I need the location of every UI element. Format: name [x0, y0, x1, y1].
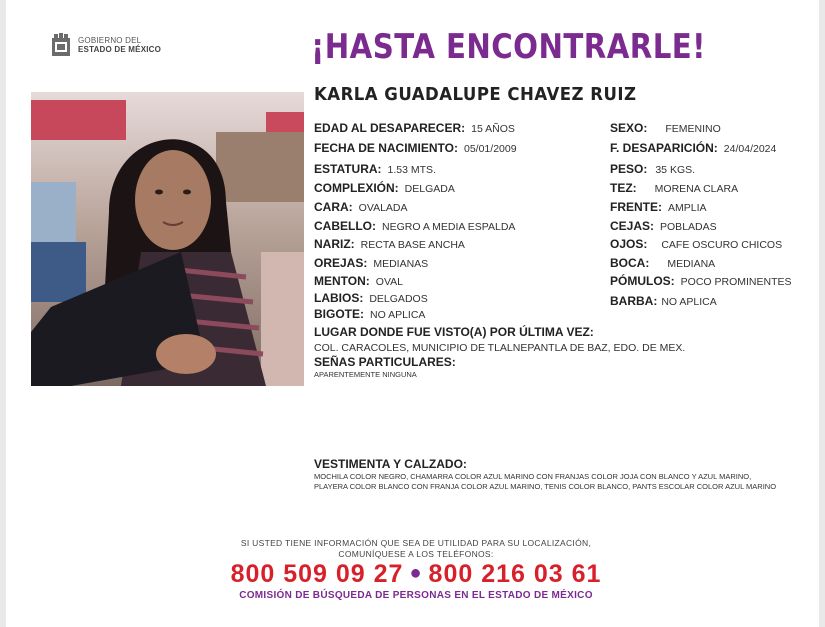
field-orejas [314, 256, 428, 271]
field-value: 24/04/2024 [723, 143, 777, 155]
field-cejas [610, 219, 717, 234]
field-value: DELGADOS [369, 293, 428, 305]
field-value: RECTA BASE ANCHA [360, 239, 465, 251]
clothing-label: VESTIMENTA Y CALZADO: [314, 457, 467, 471]
field-value: OVALADA [358, 202, 408, 214]
field-ojos [610, 237, 782, 252]
field-complexion [314, 181, 455, 196]
headline: ¡HASTA ENCONTRARLE! [311, 27, 706, 67]
field-edad [314, 121, 515, 136]
field-label: CARA: [314, 200, 353, 214]
field-value: DELGADA [404, 183, 455, 195]
marks-label: SEÑAS PARTICULARES: [314, 355, 456, 369]
field-label: SEXO: [610, 121, 648, 135]
field-label: OJOS: [610, 237, 648, 251]
phone-numbers [156, 560, 676, 589]
logo-line-1: GOBIERNO DEL [78, 36, 142, 45]
field-value: NO APLICA [370, 309, 426, 321]
field-label: TEZ: [610, 181, 637, 195]
field-label: ESTATURA: [314, 162, 382, 176]
field-estatura [314, 162, 436, 177]
last-seen-label: LUGAR DONDE FUE VISTO(A) POR ÚLTIMA VEZ: [314, 325, 594, 339]
field-label: FRENTE: [610, 200, 662, 214]
field-label: BARBA: [610, 294, 658, 308]
field-label: OREJAS: [314, 256, 368, 270]
field-sexo [610, 121, 721, 136]
field-value: MORENA CLARA [654, 183, 739, 195]
field-value: MEDIANA [667, 258, 716, 270]
field-value: OVAL [375, 276, 404, 288]
info-line-2: COMUNÍQUESE A LOS TELÉFONOS: [338, 549, 494, 559]
phone-1[interactable]: 800 509 09 27 [230, 560, 404, 588]
field-value: 05/01/2009 [464, 143, 517, 155]
field-label: FECHA DE NACIMIENTO: [314, 141, 458, 155]
government-logo [50, 32, 161, 58]
field-value: AMPLIA [668, 202, 707, 214]
field-value: FEMENINO [665, 123, 721, 135]
field-label: NARIZ: [314, 237, 355, 251]
field-cara [314, 200, 408, 215]
field-value: CAFE OSCURO CHICOS [661, 239, 783, 251]
field-value: 1.53 MTS. [387, 164, 436, 176]
field-pomulos [610, 274, 792, 289]
contact-info [176, 538, 656, 560]
field-nariz [314, 237, 465, 252]
field-value: POBLADAS [660, 221, 717, 233]
field-label: PÓMULOS: [610, 274, 675, 288]
field-label: MENTON: [314, 274, 370, 288]
field-fecha-desaparicion [610, 141, 776, 156]
phone-2[interactable]: 800 216 03 61 [428, 560, 602, 588]
person-name: KARLA GUADALUPE CHAVEZ RUIZ [314, 84, 637, 105]
field-label: CEJAS: [610, 219, 655, 233]
field-menton [314, 274, 403, 289]
field-label: CABELLO: [314, 219, 376, 233]
field-label: COMPLEXIÓN: [314, 181, 399, 195]
field-boca [610, 256, 715, 271]
state-seal-icon [50, 32, 72, 58]
field-value: NO APLICA [661, 296, 717, 308]
field-label: EDAD AL DESAPARECER: [314, 121, 466, 135]
clothing-value: MOCHILA COLOR NEGRO, CHAMARRA COLOR AZUL MARINO CON FRANJAS COLOR JOJA CON BLANCO Y AZUL MARINO, PLAYERA COLOR BLANCO CON FRANJA COLOR AZUL MARINO, TENIS COLOR BLANCO, PANTS ESCOLAR COLOR AZUL MARINO [314, 472, 777, 491]
field-label: PESO: [610, 162, 648, 176]
field-label: LABIOS: [314, 291, 364, 305]
field-value: 15 AÑOS [471, 123, 515, 135]
bullet-separator: ● [409, 562, 423, 584]
field-value: 35 KGS. [655, 164, 696, 176]
logo-line-2: ESTADO DE MÉXICO [78, 45, 162, 54]
field-label: BIGOTE: [314, 307, 364, 321]
field-value: POCO PROMINENTES [680, 276, 792, 288]
field-value: NEGRO A MEDIA ESPALDA [382, 221, 516, 233]
field-bigote [314, 307, 425, 322]
field-frente [610, 200, 707, 215]
field-value: MEDIANAS [373, 258, 429, 270]
field-cabello [314, 219, 515, 234]
field-label: BOCA: [610, 256, 650, 270]
field-labios [314, 291, 428, 306]
field-barba [610, 294, 717, 309]
field-fecha-nacimiento [314, 141, 517, 156]
field-peso [610, 162, 695, 177]
marks-value: APARENTEMENTE NINGUNA [314, 370, 417, 379]
person-photo [31, 92, 304, 386]
field-tez [610, 181, 738, 196]
field-label: F. DESAPARICIÓN: [610, 141, 718, 155]
commission-name: COMISIÓN DE BÚSQUEDA DE PERSONAS EN EL ESTADO DE MÉXICO [239, 590, 593, 601]
last-seen-value: COL. CARACOLES, MUNICIPIO DE TLALNEPANTLA DE BAZ, EDO. DE MEX. [314, 342, 686, 354]
info-line-1: SI USTED TIENE INFORMACIÓN QUE SEA DE UTILIDAD PARA SU LOCALIZACIÓN, [240, 538, 592, 548]
